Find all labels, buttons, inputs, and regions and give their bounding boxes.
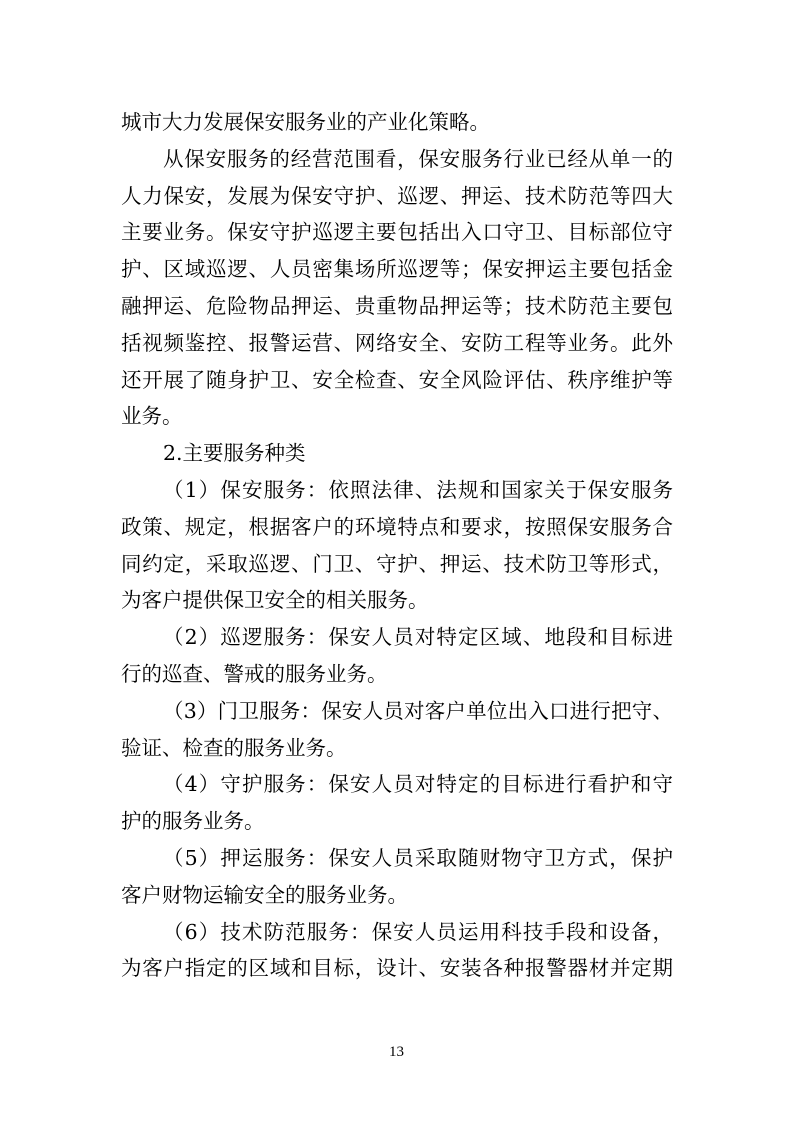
body-text	[121, 104, 673, 987]
text-line: 主要业务。保安守护巡逻主要包括出入口守卫、目标部位守	[121, 220, 673, 245]
text-line: 业务。	[121, 404, 183, 429]
text-line: （6）技术防范服务：保安人员运用科技手段和设备，	[163, 919, 673, 944]
section-heading: 2.主要服务种类	[163, 441, 306, 466]
text-line: 护、区域巡逻、人员密集场所巡逻等；保安押运主要包括金	[121, 257, 673, 282]
text-line: 还开展了随身护卫、安全检查、安全风险评估、秩序维护等	[121, 367, 673, 392]
text-line: （3）门卫服务：保安人员对客户单位出入口进行把守、	[163, 698, 673, 723]
text-line: （5）押运服务：保安人员采取随财物守卫方式，保护	[163, 845, 673, 870]
text-line: 行的巡查、警戒的服务业务。	[121, 661, 388, 686]
text-line: 同约定，采取巡逻、门卫、守护、押运、技术防卫等形式，	[121, 551, 673, 576]
text-line: 验证、检查的服务业务。	[121, 735, 347, 760]
text-line: 为客户提供保卫安全的相关服务。	[121, 588, 429, 613]
text-line: （4）守护服务：保安人员对特定的目标进行看护和守	[163, 772, 673, 797]
text-line: 人力保安，发展为保安守护、巡逻、押运、技术防范等四大	[121, 183, 673, 208]
text-line: 城市大力发展保安服务业的产业化策略。	[121, 110, 490, 134]
text-line: 从保安服务的经营范围看，保安服务行业已经从单一的	[163, 146, 673, 171]
text-line: （2）巡逻服务：保安人员对特定区域、地段和目标进	[163, 625, 673, 650]
text-line: （1）保安服务：依照法律、法规和国家关于保安服务	[163, 477, 673, 502]
text-line: 政策、规定，根据客户的环境特点和要求，按照保安服务合	[121, 514, 673, 539]
text-line: 括视频鉴控、报警运营、网络安全、安防工程等业务。此外	[121, 330, 673, 355]
text-line: 护的服务业务。	[121, 809, 265, 834]
page-number: 13	[389, 1044, 404, 1060]
text-line: 客户财物运输安全的服务业务。	[121, 882, 408, 907]
text-line: 融押运、危险物品押运、贵重物品押运等；技术防范主要包	[121, 293, 673, 318]
text-line: 为客户指定的区域和目标，设计、安装各种报警器材并定期	[121, 956, 673, 981]
